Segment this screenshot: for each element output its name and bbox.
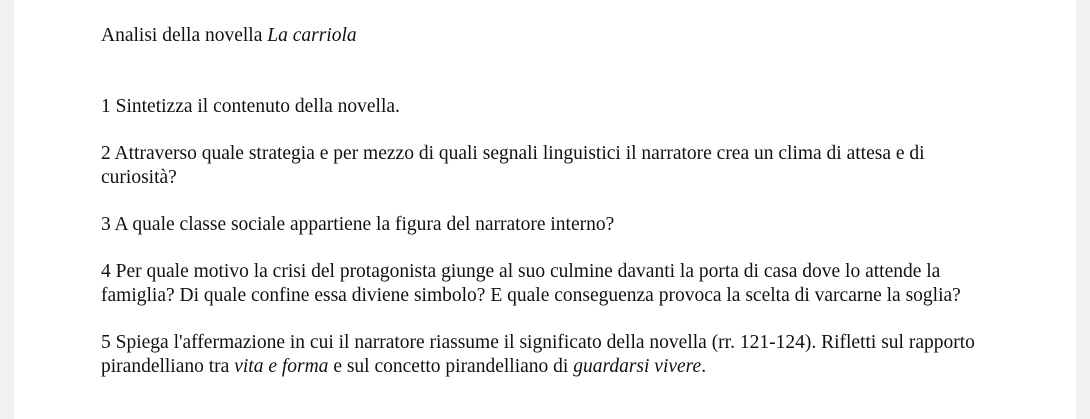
document-page	[14, 0, 1076, 419]
document-content	[101, 24, 1001, 379]
title-italic-text: La carriola	[267, 25, 357, 46]
question-5-part-2: e sul concetto pirandelliano di	[328, 356, 574, 377]
question-5-part-1: 5 Spiega l'affermazione in cui il narratore riassume il significato della novella (rr. 121-124). Rifletti sul rapporto pirandelliano tra	[101, 332, 975, 377]
question-5-italic-1: vita e forma	[234, 356, 329, 377]
question-5-italic-2: guardarsi vivere	[573, 356, 702, 377]
question-5-part-3: .	[701, 356, 707, 377]
title-text: Analisi della novella	[101, 25, 268, 46]
question-3: 3 A quale classe sociale appartiene la figura del narratore interno?	[101, 214, 615, 235]
question-2: 2 Attraverso quale strategia e per mezzo di quali segnali linguistici il narratore crea un clima di attesa e di curiosità?	[101, 143, 925, 188]
question-4: 4 Per quale motivo la crisi del protagonista giunge al suo culmine davanti la porta di casa dove lo attende la famiglia? Di quale confine essa diviene simbolo? E quale conseguenza provoca la scelta di varcarne la soglia?	[101, 261, 961, 306]
question-1: 1 Sintetizza il contenuto della novella.	[101, 96, 400, 117]
document-title	[101, 24, 1001, 48]
question-5	[101, 331, 1001, 379]
